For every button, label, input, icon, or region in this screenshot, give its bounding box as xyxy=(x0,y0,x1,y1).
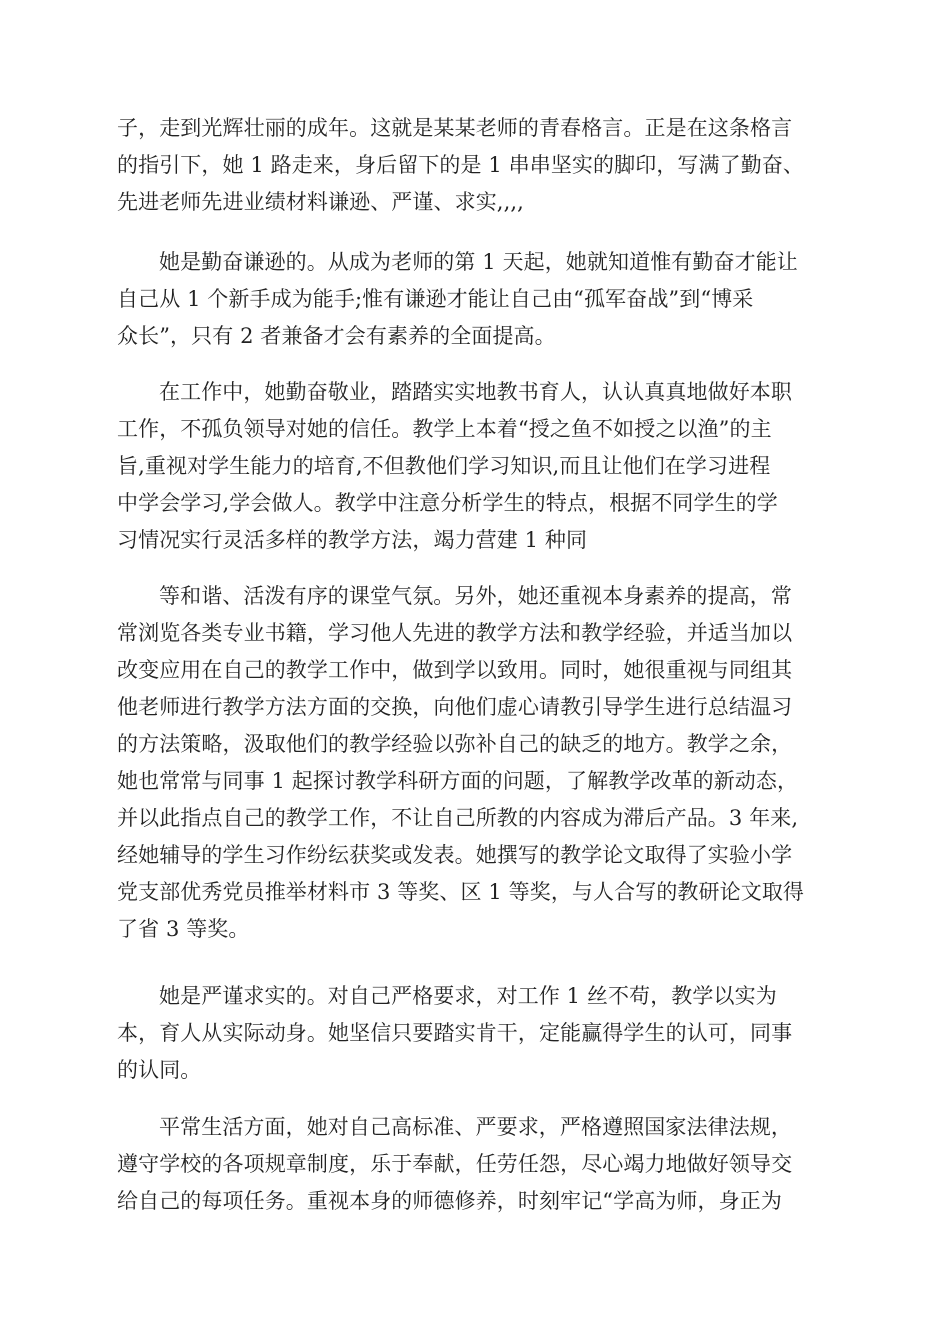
text-line: 遵守学校的各项规章制度，乐于奉献，任劳任怨，尽心竭力地做好领导交 xyxy=(117,1152,793,1176)
text-line: 的方法策略，汲取他们的教学经验以弥补自己的缺乏的地方。教学之余， xyxy=(117,732,793,756)
paragraph-continuation xyxy=(117,110,837,221)
text-line: 子，走到光辉壮丽的成年。这就是某某老师的青春格言。正是在这条格言 xyxy=(117,116,793,140)
text-line: 中学会学习,学会做人。教学中注意分析学生的特点，根据不同学生的学 xyxy=(117,491,778,515)
text-line: 她也常常与同事 1 起探讨教学科研方面的问题，了解教学改革的新动态， xyxy=(117,769,799,793)
text-line: 经她辅导的学生习作纷纭获奖或发表。她撰写的教学论文取得了实验小学 xyxy=(117,843,793,867)
text-line: 常浏览各类专业书籍，学习他人先进的教学方法和教学经验，并适当加以 xyxy=(117,621,793,645)
text-line: 平常生活方面，她对自己高标准、严要求，严格遵照国家法律法规， xyxy=(159,1115,792,1139)
text-line: 党支部优秀党员推举材料市 3 等奖、区 1 等奖，与人合写的教研论文取得 xyxy=(117,880,805,904)
text-line: 她是勤奋谦逊的。从成为老师的第 1 天起，她就知道惟有勤奋才能让 xyxy=(159,250,798,274)
text-line: 先进老师先进业绩材料谦逊、严谨、求实,,,, xyxy=(117,190,524,214)
paragraph-work xyxy=(117,374,837,559)
text-line: 本，育人从实际动身。她坚信只要踏实肯干，定能赢得学生的认可，同事 xyxy=(117,1021,793,1045)
text-line: 众长”，只有 2 者兼备才会有素养的全面提高。 xyxy=(117,324,556,348)
text-line: 旨,重视对学生能力的培育,不但教他们学习知识,而且让他们在学习进程 xyxy=(117,454,771,478)
paragraph-classroom xyxy=(117,578,837,948)
text-line: 给自己的每项任务。重视本身的师德修养，时刻牢记“学高为师，身正为 xyxy=(117,1189,782,1213)
text-line: 了省 3 等奖。 xyxy=(117,917,250,941)
text-line: 等和谐、活泼有序的课堂气氛。另外，她还重视本身素养的提高，常 xyxy=(159,584,792,608)
paragraph-daily-life xyxy=(117,1109,837,1220)
text-line: 的认同。 xyxy=(117,1058,202,1082)
text-line: 她是严谨求实的。对自己严格要求，对工作 1 丝不苟，教学以实为 xyxy=(159,984,777,1008)
paragraph-diligent-humble xyxy=(117,244,837,355)
paragraph-rigorous xyxy=(117,978,837,1089)
text-line: 并以此指点自己的教学工作，不让自己所教的内容成为滞后产品。3 年来, xyxy=(117,806,799,830)
text-line: 他老师进行教学方法方面的交换，向他们虚心请教引导学生进行总结温习 xyxy=(117,695,793,719)
text-line: 自己从 1 个新手成为能手;惟有谦逊才能让自己由“孤军奋战”到“博采 xyxy=(117,287,754,311)
text-line: 习情况实行灵活多样的教学方法，竭力营建 1 种同 xyxy=(117,528,588,552)
text-line: 在工作中，她勤奋敬业，踏踏实实地教书育人，认认真真地做好本职 xyxy=(159,380,792,404)
text-line: 改变应用在自己的教学工作中，做到学以致用。同时，她很重视与同组其 xyxy=(117,658,793,682)
text-line: 的指引下，她 1 路走来，身后留下的是 1 串串坚实的脚印，写满了勤奋、 xyxy=(117,153,805,177)
text-line: 工作，不孤负领导对她的信任。教学上本着“授之鱼不如授之以渔”的主 xyxy=(117,417,772,441)
